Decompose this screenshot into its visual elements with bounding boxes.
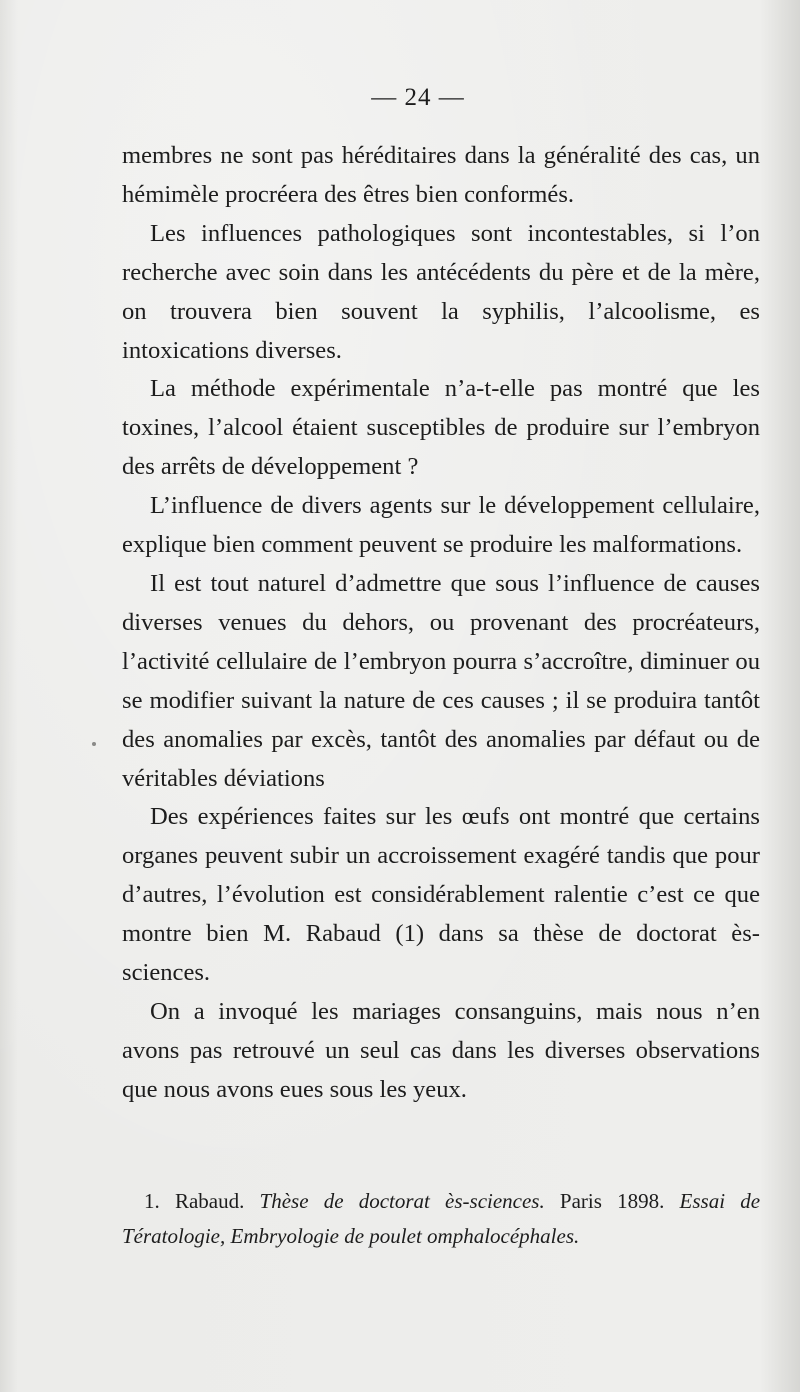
paragraph-3: La méthode expérimentale n’a-t-elle pas montré que les toxines, l’alcool étaient susceptibles de produire sur l’embryon des arrêts de développement ? xyxy=(122,375,760,481)
paragraph-7: On a invoqué les mariages consanguins, mais nous n’en avons pas retrouvé un seul cas dans les diverses observations que nous avons eues sous les yeux. xyxy=(122,997,760,1103)
body-text xyxy=(122,137,760,1110)
footnote-author: Rabaud. xyxy=(174,1189,245,1213)
paragraph-2: Les influences pathologiques sont incontestables, si l’on recherche avec soin dans les antécédents du père et de la mère, on trouvera bien souvent la syphilis, l’alcoolisme, es intoxications diverses. xyxy=(122,219,760,364)
paragraph-5: Il est tout naturel d’admettre que sous l’influence de causes diverses venues du dehors, ou provenant des procréateurs, l’activité cellulaire de l’embryon pourra s’accroître, diminuer ou se modifier suivant la nature de ces causes ; il se produira tantôt des anomalies par excès, tantôt des anomalies par défaut ou de véritables déviations xyxy=(122,569,760,792)
footnote-title: Thèse de doctorat ès-sciences. xyxy=(259,1189,545,1213)
footnote-place-year: Paris 1898. xyxy=(559,1189,665,1213)
footnote-work: Essai de Tératologie, Embryologie de poulet omphalocéphales. xyxy=(122,1189,761,1248)
page-number: — 24 — xyxy=(371,84,465,111)
footnote-number: 1. xyxy=(144,1189,160,1213)
paragraph-4: L’influence de divers agents sur le développement cellulaire, explique bien comment peuvent se produire les malformations. xyxy=(122,492,760,559)
paper-speck xyxy=(92,742,96,746)
paragraph-1: membres ne sont pas héréditaires dans la généralité des cas, un hémimèle procréera des êtres bien conformés. xyxy=(122,142,760,208)
paragraph-6: Des expériences faites sur les œufs ont montré que certains organes peuvent subir un accroissement exagéré tandis que pour d’autres, l’évolution est considérablement ralentie c’est ce que montre bien M. Rabaud (1) dans sa thèse de doctorat ès-sciences. xyxy=(122,803,760,987)
footnote xyxy=(122,1184,760,1254)
